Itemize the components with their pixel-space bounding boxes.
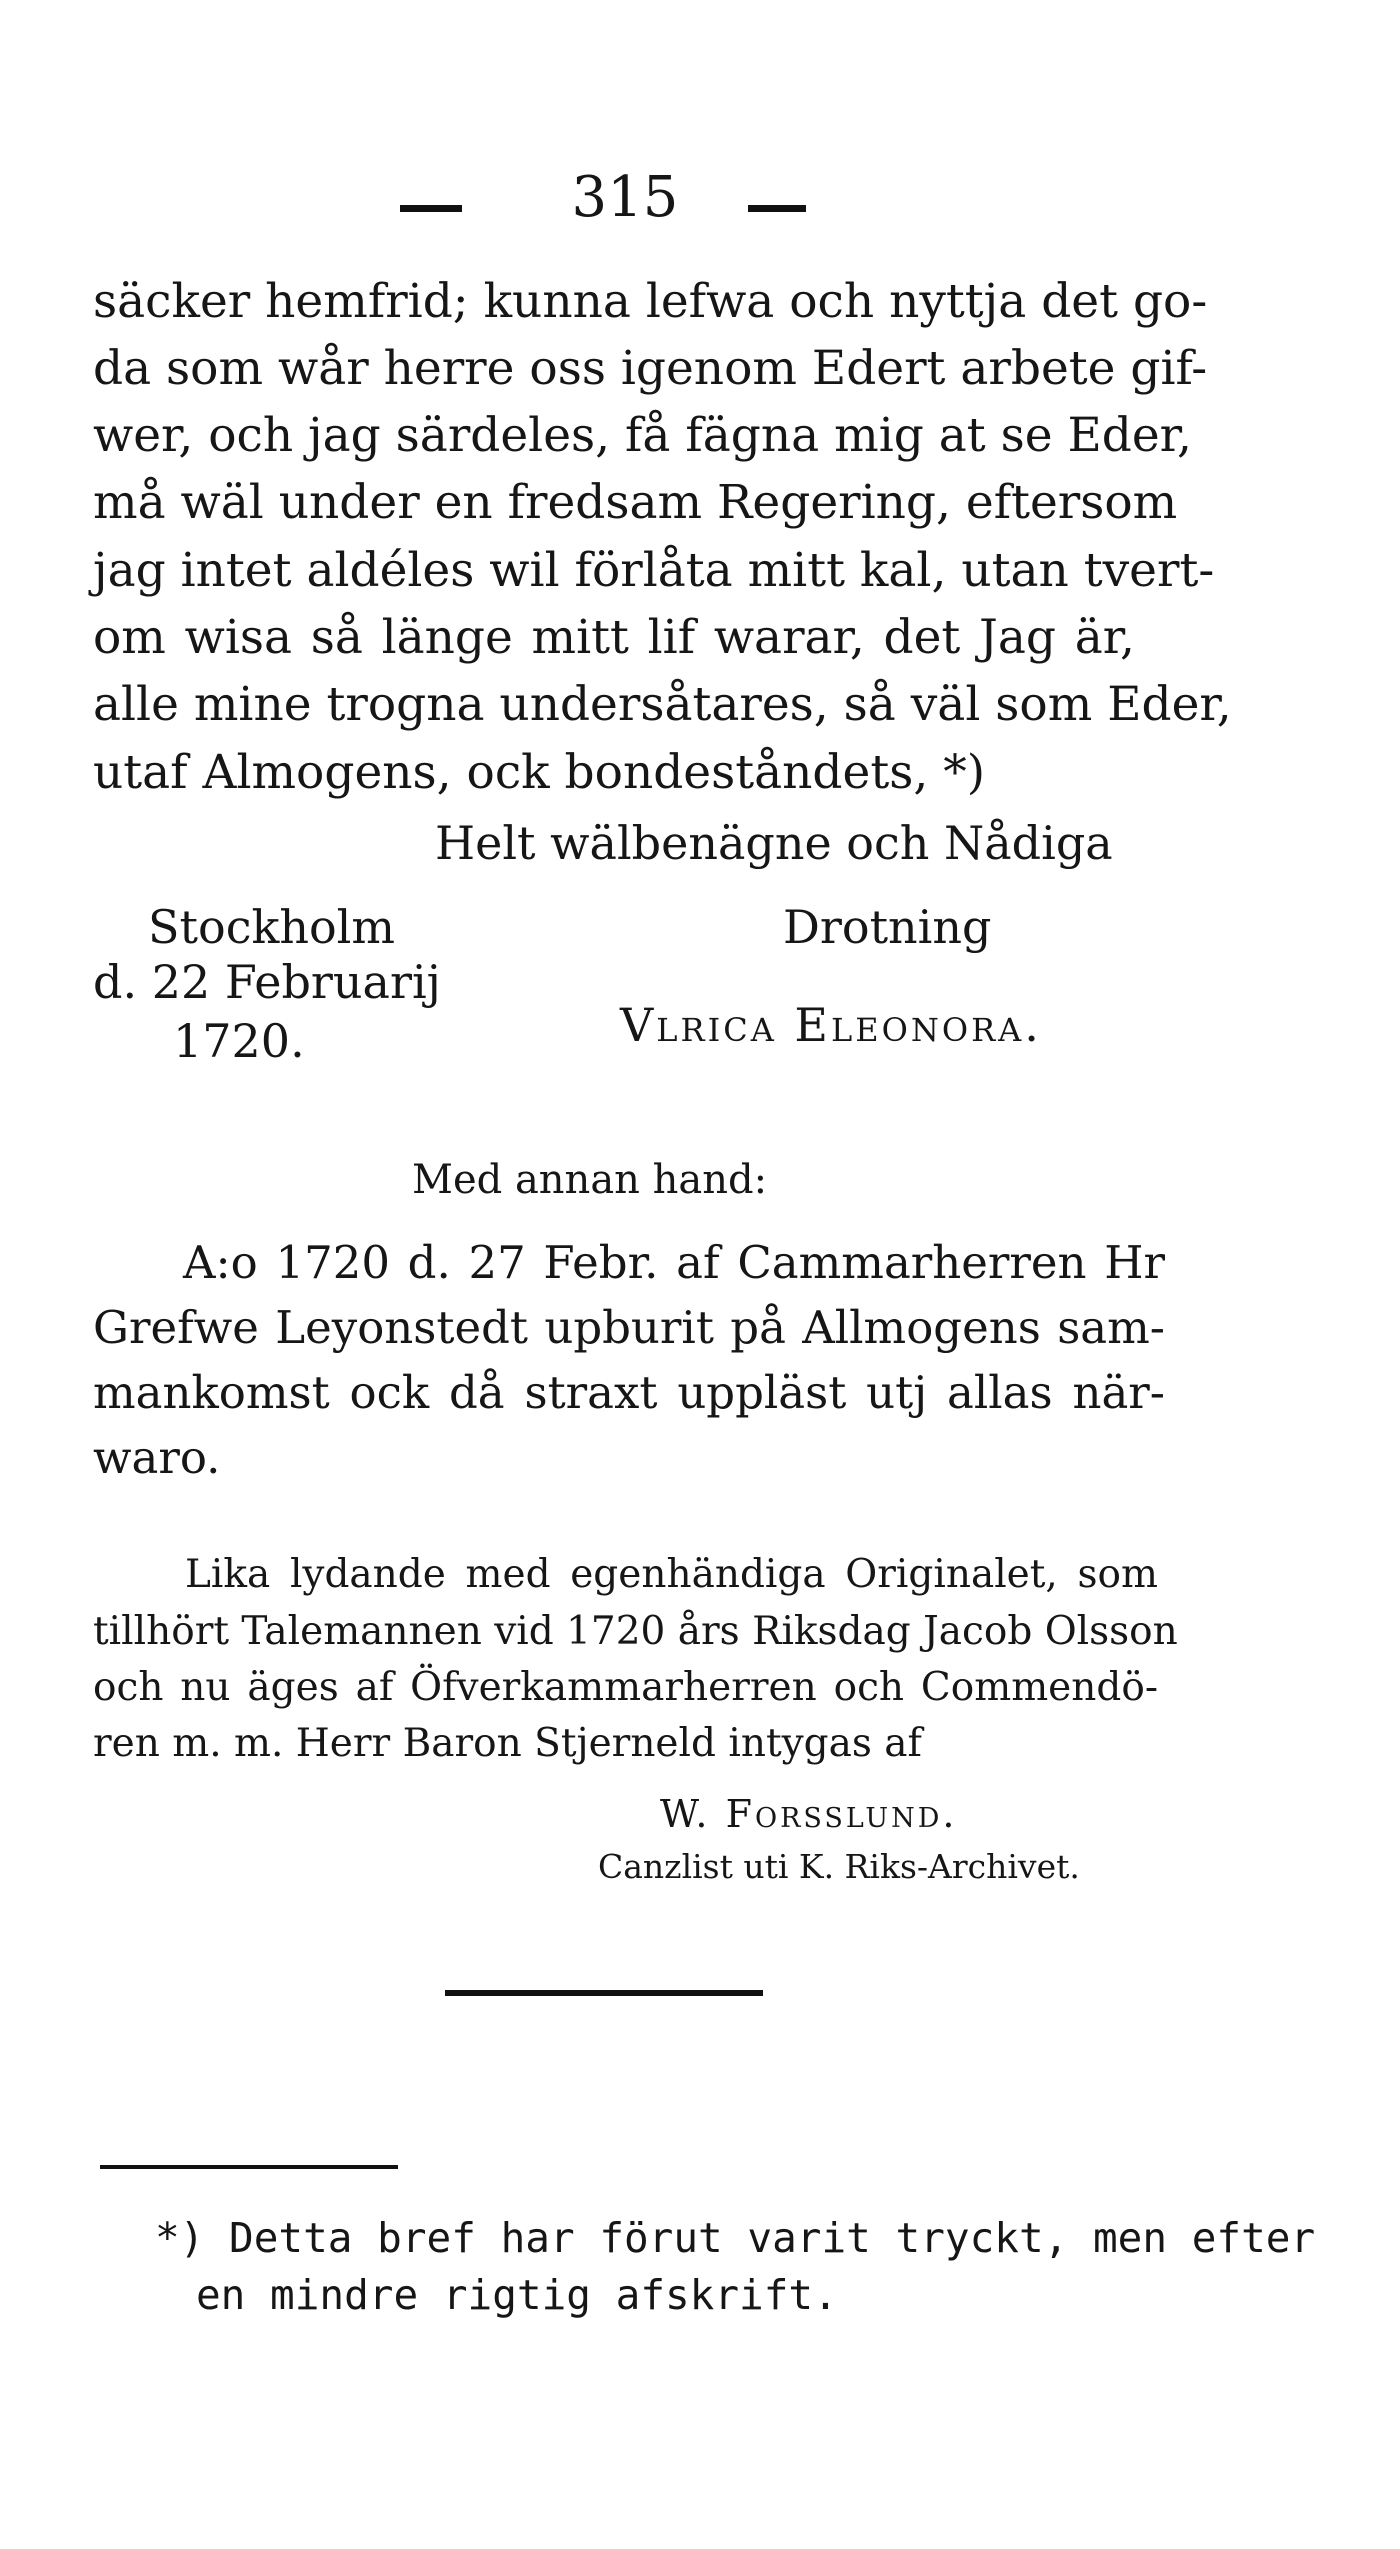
- footnote-line: en mindre rigtig afskrift.: [196, 2271, 838, 2319]
- attestation-line: A:o 1720 d. 27 Febr. af Cammarherren Hr: [183, 1236, 1165, 1289]
- certification-line: ren m. m. Herr Baron Stjerneld intygas af: [93, 1721, 922, 1766]
- certification-line: tillhört Talemannen vid 1720 års Riksdag Jacob Olsson: [93, 1609, 1178, 1654]
- letter-line: säcker hemfrid; kunna lefwa och nyttja det go-: [93, 274, 1208, 329]
- attestation-line: Grefwe Leyonstedt upburit på Allmogens sam-: [93, 1301, 1165, 1354]
- footnote-line: *) Detta bref har förut varit tryckt, men efter: [155, 2214, 1316, 2262]
- certification-line: Lika lydande med egenhändiga Originalet, som: [185, 1552, 1158, 1597]
- footnote-rule: [100, 2165, 398, 2169]
- certifier-title: Canzlist uti K. Riks-Archivet.: [598, 1847, 1080, 1886]
- attestation-line: mankomst ock då straxt uppläst utj allas när-: [93, 1366, 1165, 1419]
- attestation-line: waro.: [93, 1431, 221, 1484]
- letter-line: jag intet aldéles wil förlåta mitt kal, utan tvert-: [93, 543, 1215, 598]
- signature-year: 1720.: [173, 1014, 305, 1068]
- header-dash-right: [748, 205, 806, 212]
- letter-line: alle mine trogna undersåtares, så väl som Eder,: [93, 677, 1232, 732]
- certifier-name: W. Forsslund.: [660, 1792, 958, 1836]
- signature-date: d. 22 Februarij: [93, 955, 441, 1009]
- signature-name: Vlrica Eleonora.: [620, 998, 1042, 1052]
- certification-line: och nu äges af Öfverkammarherren och Commendö-: [93, 1665, 1158, 1710]
- letter-line: må wäl under en fredsam Regering, eftersom: [93, 475, 1178, 530]
- header-dash-left: [400, 205, 462, 212]
- letter-line: wer, och jag särdeles, få fägna mig at se Eder,: [93, 408, 1192, 463]
- attestation-heading: Med annan hand:: [412, 1157, 768, 1203]
- signature-title: Drotning: [783, 900, 992, 954]
- letter-line: utaf Almogens, ock bondeståndets, *): [93, 745, 986, 800]
- letter-line: da som wår herre oss igenom Edert arbete gif-: [93, 341, 1208, 396]
- signature-place: Stockholm: [148, 900, 395, 954]
- signature-closing: Helt wälbenägne och Nådiga: [435, 816, 1113, 870]
- letter-line: om wisa så länge mitt lif warar, det Jag är,: [93, 610, 1135, 665]
- page-number: 315: [571, 165, 679, 230]
- section-divider: [445, 1990, 763, 1996]
